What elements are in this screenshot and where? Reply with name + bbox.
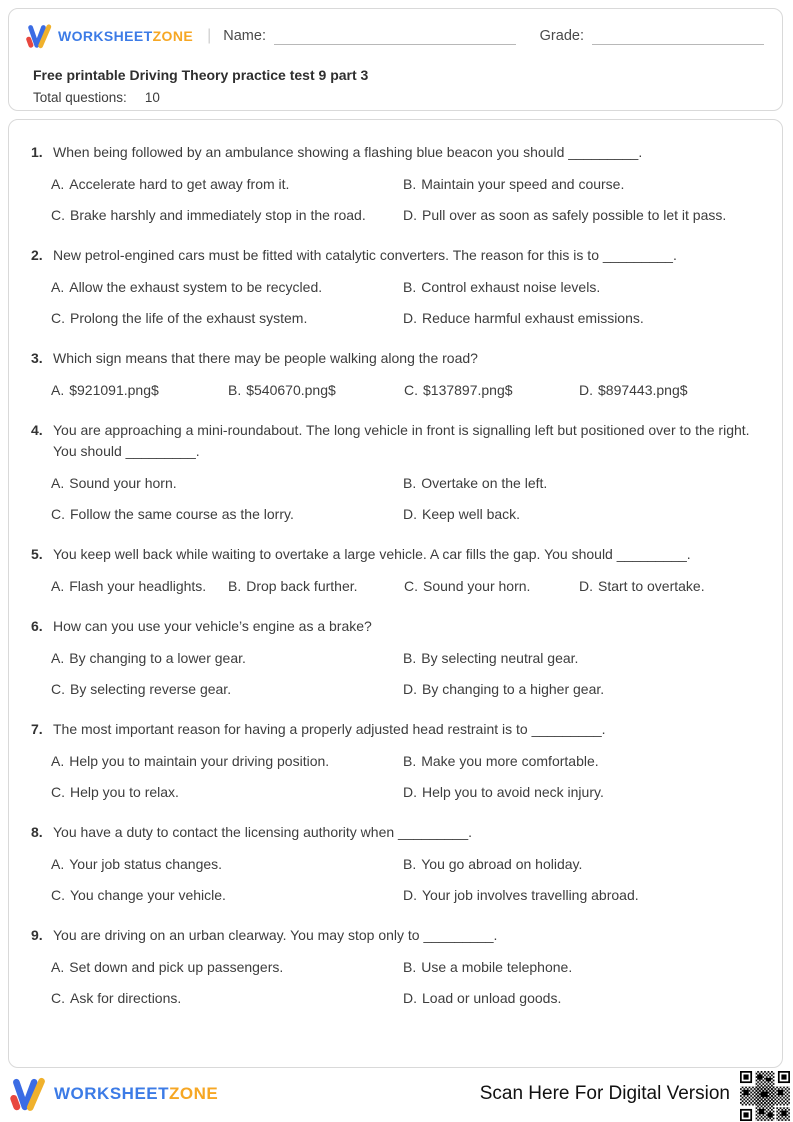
answer-option xyxy=(51,987,403,1009)
answer-option xyxy=(51,472,403,494)
answer-option xyxy=(51,884,403,906)
option-text: Use a mobile telephone. xyxy=(421,959,573,975)
footer xyxy=(10,1066,790,1122)
option-text: Load or unload goods. xyxy=(422,990,562,1006)
question-line xyxy=(31,925,758,946)
question-options xyxy=(51,853,758,906)
worksheet-title: Free printable Driving Theory practice test 9 part 3 xyxy=(33,67,369,83)
option-text: Flash your headlights. xyxy=(69,578,207,594)
option-text: Brake harshly and immediately stop in the road. xyxy=(70,207,366,223)
question-block xyxy=(31,822,758,906)
question-options xyxy=(51,956,758,1009)
question-line xyxy=(31,616,758,637)
option-letter: C. xyxy=(51,784,65,800)
option-letter: B. xyxy=(228,578,242,594)
answer-option xyxy=(579,575,758,597)
answer-option xyxy=(579,379,758,401)
logo-text-zone: ZONE xyxy=(152,28,194,44)
option-letter: A. xyxy=(51,753,65,769)
question-number: 6. xyxy=(31,618,43,634)
total-questions-row xyxy=(33,90,764,105)
answer-option xyxy=(228,379,404,401)
question-options xyxy=(51,276,758,329)
option-text: Keep well back. xyxy=(422,506,521,522)
question-number: 7. xyxy=(31,721,43,737)
option-letter: A. xyxy=(51,382,65,398)
answer-option xyxy=(51,853,403,875)
vertical-divider: | xyxy=(207,27,212,44)
question-options xyxy=(51,173,758,226)
option-letter: D. xyxy=(403,990,417,1006)
option-letter: D. xyxy=(403,887,417,903)
answer-option xyxy=(403,750,758,772)
option-letter: C. xyxy=(51,310,65,326)
option-letter: D. xyxy=(579,578,593,594)
answer-option xyxy=(51,379,228,401)
qr-code-icon xyxy=(740,1070,790,1122)
question-line xyxy=(31,719,758,740)
question-line xyxy=(31,420,758,462)
option-letter: B. xyxy=(403,959,417,975)
option-letter: C. xyxy=(51,207,65,223)
answer-option xyxy=(403,647,758,669)
answer-option xyxy=(403,678,758,700)
question-number: 3. xyxy=(31,350,43,366)
option-text: $921091.png$ xyxy=(69,382,159,398)
option-letter: D. xyxy=(403,681,417,697)
option-letter: B. xyxy=(403,176,417,192)
answer-option xyxy=(51,307,403,329)
option-text: $897443.png$ xyxy=(598,382,688,398)
option-text: By changing to a lower gear. xyxy=(69,650,246,666)
answer-option xyxy=(51,750,403,772)
option-text: Make you more comfortable. xyxy=(421,753,599,769)
option-letter: D. xyxy=(403,310,417,326)
name-input-line[interactable] xyxy=(274,27,516,45)
option-text: Sound your horn. xyxy=(69,475,177,491)
option-text: Ask for directions. xyxy=(70,990,182,1006)
question-number: 5. xyxy=(31,546,43,562)
option-text: Allow the exhaust system to be recycled. xyxy=(69,279,323,295)
answer-option xyxy=(403,173,758,195)
question-block xyxy=(31,142,758,226)
option-letter: C. xyxy=(404,382,418,398)
option-letter: A. xyxy=(51,856,65,872)
question-text: You are driving on an urban clearway. You may stop only to _________. xyxy=(53,927,498,943)
option-letter: D. xyxy=(403,506,417,522)
answer-option xyxy=(51,956,403,978)
option-text: Help you to relax. xyxy=(70,784,179,800)
answer-option xyxy=(51,173,403,195)
answer-option xyxy=(403,956,758,978)
scan-here-text: Scan Here For Digital Version xyxy=(479,1083,730,1104)
question-line xyxy=(31,348,758,369)
option-letter: A. xyxy=(51,959,65,975)
answer-option xyxy=(51,678,403,700)
question-number: 8. xyxy=(31,824,43,840)
question-line xyxy=(31,142,758,163)
answer-option xyxy=(404,575,579,597)
answer-option xyxy=(403,853,758,875)
option-letter: A. xyxy=(51,475,65,491)
answer-option xyxy=(51,503,403,525)
question-block xyxy=(31,245,758,329)
option-letter: A. xyxy=(51,650,65,666)
option-letter: B. xyxy=(228,382,242,398)
answer-option xyxy=(403,503,758,525)
question-number: 9. xyxy=(31,927,43,943)
option-text: You go abroad on holiday. xyxy=(421,856,583,872)
answer-option xyxy=(403,276,758,298)
question-text: The most important reason for having a properly adjusted head restraint is to _________. xyxy=(53,721,606,737)
option-text: Reduce harmful exhaust emissions. xyxy=(422,310,644,326)
option-text: Help you to avoid neck injury. xyxy=(422,784,604,800)
answer-option xyxy=(51,204,403,226)
option-text: By selecting neutral gear. xyxy=(421,650,579,666)
option-letter: B. xyxy=(403,856,417,872)
option-letter: C. xyxy=(51,887,65,903)
option-text: You change your vehicle. xyxy=(70,887,226,903)
answer-option xyxy=(51,647,403,669)
option-text: By selecting reverse gear. xyxy=(70,681,232,697)
option-text: $137897.png$ xyxy=(423,382,513,398)
option-letter: C. xyxy=(51,506,65,522)
footer-logo-wordmark xyxy=(54,1084,218,1104)
question-block xyxy=(31,348,758,401)
question-line xyxy=(31,245,758,266)
option-letter: B. xyxy=(403,475,417,491)
question-line xyxy=(31,544,758,565)
option-text: By changing to a higher gear. xyxy=(422,681,605,697)
worksheetzone-logo-icon xyxy=(26,23,52,49)
logo-text-worksheet: WORKSHEET xyxy=(58,28,153,44)
question-number: 1. xyxy=(31,144,43,160)
option-text: Accelerate hard to get away from it. xyxy=(69,176,290,192)
answer-option xyxy=(403,987,758,1009)
answer-option xyxy=(403,472,758,494)
question-text: New petrol-engined cars must be fitted with catalytic converters. The reason for this is to _________. xyxy=(53,247,677,263)
header-card xyxy=(8,8,783,111)
option-text: Follow the same course as the lorry. xyxy=(70,506,294,522)
option-text: Control exhaust noise levels. xyxy=(421,279,601,295)
option-text: Set down and pick up passengers. xyxy=(69,959,284,975)
question-options xyxy=(51,379,758,401)
option-text: Your job involves travelling abroad. xyxy=(422,887,639,903)
answer-option xyxy=(51,575,228,597)
footer-worksheetzone-logo xyxy=(10,1076,218,1112)
question-options xyxy=(51,647,758,700)
option-letter: A. xyxy=(51,176,65,192)
footer-logo-text-zone: ZONE xyxy=(169,1084,219,1103)
option-text: Sound your horn. xyxy=(423,578,531,594)
total-questions-label: Total questions: xyxy=(33,90,127,105)
option-letter: B. xyxy=(403,650,417,666)
footer-worksheetzone-logo-icon xyxy=(10,1076,46,1112)
question-number: 2. xyxy=(31,247,43,263)
option-letter: D. xyxy=(403,207,417,223)
answer-option xyxy=(228,575,404,597)
answer-option xyxy=(404,379,579,401)
question-number: 4. xyxy=(31,422,43,438)
question-text: You keep well back while waiting to overtake a large vehicle. A car fills the gap. You should _________. xyxy=(53,546,691,562)
answer-option xyxy=(51,781,403,803)
question-block xyxy=(31,925,758,1009)
questions-card xyxy=(8,119,783,1068)
answer-option xyxy=(403,781,758,803)
option-letter: A. xyxy=(51,578,65,594)
option-text: Drop back further. xyxy=(246,578,358,594)
option-text: Overtake on the left. xyxy=(421,475,548,491)
question-text: Which sign means that there may be people walking along the road? xyxy=(53,350,478,366)
question-text: How can you use your vehicle’s engine as a brake? xyxy=(53,618,372,634)
question-text: You have a duty to contact the licensing authority when _________. xyxy=(53,824,473,840)
grade-input-line[interactable] xyxy=(592,27,764,45)
name-label: Name: xyxy=(223,28,266,44)
answer-option xyxy=(51,276,403,298)
question-block xyxy=(31,719,758,803)
answer-option xyxy=(403,204,758,226)
grade-label: Grade: xyxy=(539,28,584,44)
worksheetzone-logo xyxy=(26,23,193,49)
option-letter: C. xyxy=(51,681,65,697)
question-options xyxy=(51,575,758,597)
question-options xyxy=(51,472,758,525)
option-text: $540670.png$ xyxy=(246,382,336,398)
option-letter: A. xyxy=(51,279,65,295)
question-block xyxy=(31,616,758,700)
question-text: When being followed by an ambulance showing a flashing blue beacon you should _________. xyxy=(53,144,643,160)
question-block xyxy=(31,420,758,525)
answer-option xyxy=(403,307,758,329)
option-text: Your job status changes. xyxy=(69,856,223,872)
footer-logo-text-worksheet: WORKSHEET xyxy=(54,1084,169,1103)
total-questions-value: 10 xyxy=(144,90,160,105)
option-letter: B. xyxy=(403,753,417,769)
option-letter: B. xyxy=(403,279,417,295)
logo-wordmark xyxy=(58,28,193,44)
option-text: Pull over as soon as safely possible to let it pass. xyxy=(422,207,727,223)
question-options xyxy=(51,750,758,803)
question-text: You are approaching a mini-roundabout. The long vehicle in front is signalling left but positioned over to the right. You should _________. xyxy=(53,422,750,459)
option-text: Start to overtake. xyxy=(598,578,705,594)
header-logo-row xyxy=(26,22,764,50)
option-text: Maintain your speed and course. xyxy=(421,176,625,192)
option-text: Prolong the life of the exhaust system. xyxy=(70,310,308,326)
option-text: Help you to maintain your driving position. xyxy=(69,753,330,769)
questions-list xyxy=(31,142,758,1009)
question-line xyxy=(31,822,758,843)
question-block xyxy=(31,544,758,597)
option-letter: D. xyxy=(403,784,417,800)
option-letter: C. xyxy=(51,990,65,1006)
option-letter: C. xyxy=(404,578,418,594)
answer-option xyxy=(403,884,758,906)
option-letter: D. xyxy=(579,382,593,398)
